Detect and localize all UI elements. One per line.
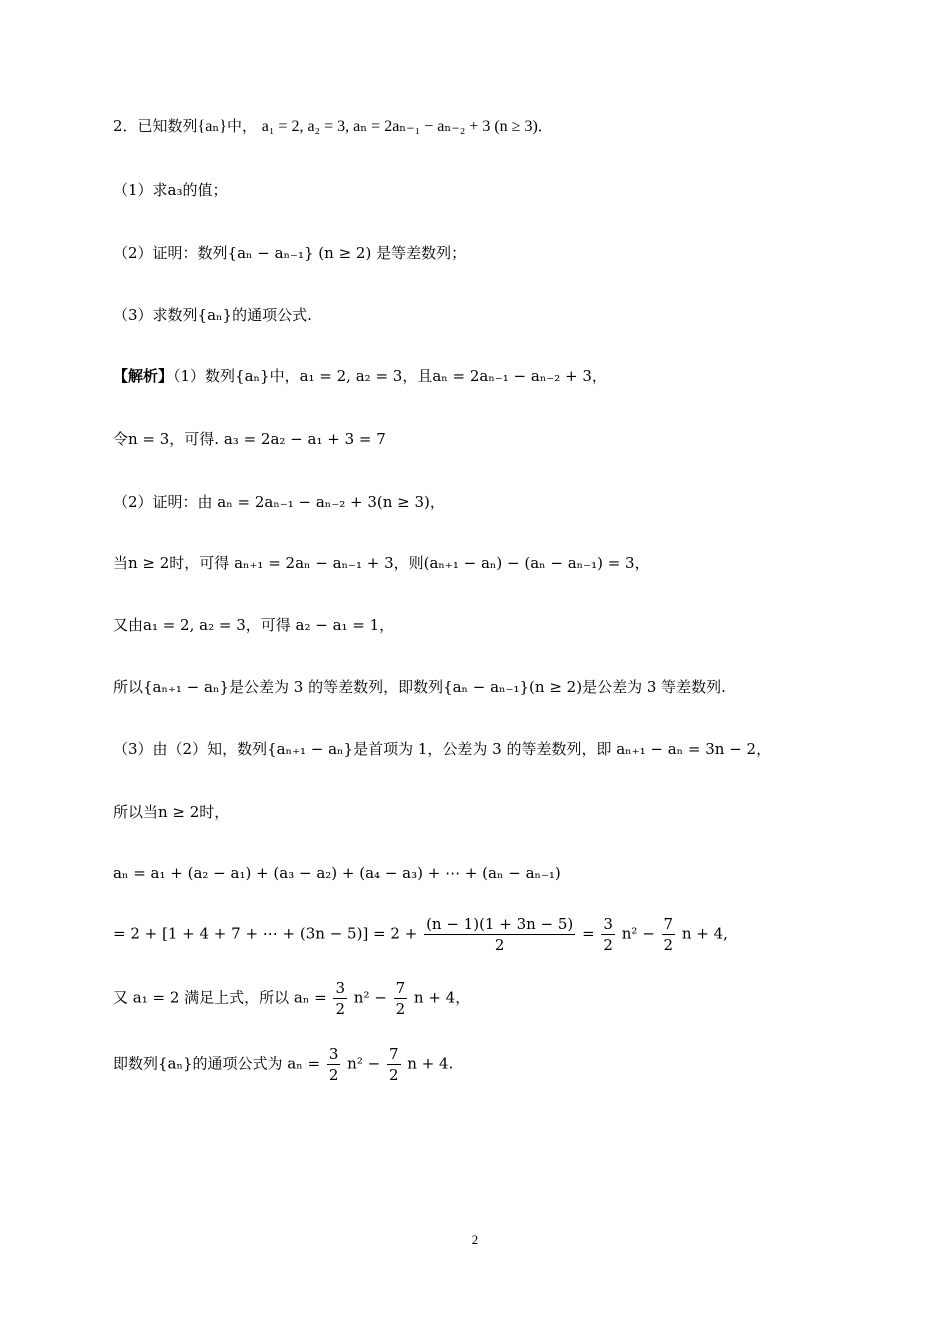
fraction: $\frac{7}{2}$ [395, 979, 406, 1018]
solution-step-9: aₙ = a₁ + (a₂ − a₁) + (a₃ − a₂) + (a₄ − a₃) + ⋯ + (aₙ − aₙ₋₁) [113, 864, 561, 882]
page-number: 2 [471, 1232, 479, 1247]
solution-step-2: 令n = 3，可得. a₃ = 2a₂ − a₁ + 3 = 7 [113, 430, 386, 448]
question-1: （1）求a₃的值； [113, 181, 228, 199]
fraction: $\frac{3}{2}$ [328, 1045, 339, 1084]
question-2: （2）证明：数列{aₙ − aₙ₋₁} (n ≥ 2) 是等差数列； [113, 244, 467, 262]
solution-step-10: = 2 + [1 + 4 + 7 + ⋯ + (3n − 5)] = 2 + $\frac{(n - 1)(1 + 3n - 5)}{2}$ = $\frac{3}{2}$ n² − $\frac{7}{2}$ n + 4, [113, 915, 728, 954]
solution-step-3: （2）证明：由 aₙ = 2aₙ₋₁ − aₙ₋₂ + 3(n ≥ 3)， [113, 493, 445, 511]
fraction: $\frac{3}{2}$ [335, 979, 346, 1018]
fraction: $\frac{7}{2}$ [663, 915, 674, 954]
solution-step-1: 【解析】（1）数列{aₙ}中，a₁ = 2, a₂ = 3，且aₙ = 2aₙ₋₁ − aₙ₋₂ + 3， [113, 367, 607, 385]
problem-title: 2．已知数列{aₙ}中， a₁ = 2, a₂ = 3, aₙ = 2aₙ₋₁ − aₙ₋₂ + 3 (n ≥ 3)． [113, 117, 553, 135]
solution-step-12: 即数列{aₙ}的通项公式为 aₙ = $\frac{3}{2}$ n² − $\frac{7}{2}$ n + 4. [113, 1045, 454, 1084]
solution-step-11: 又 a₁ = 2 满足上式，所以 aₙ = $\frac{3}{2}$ n² − $\frac{7}{2}$ n + 4， [113, 979, 471, 1018]
solution-step-5: 又由a₁ = 2, a₂ = 3，可得 a₂ − a₁ = 1， [113, 616, 395, 634]
solution-step-4: 当n ≥ 2时，可得 aₙ₊₁ = 2aₙ − aₙ₋₁ + 3，则(aₙ₊₁ − aₙ) − (aₙ − aₙ₋₁) = 3， [113, 554, 650, 572]
solution-step-8: 所以当n ≥ 2时， [113, 803, 230, 821]
solution-step-7: （3）由（2）知，数列{aₙ₊₁ − aₙ}是首项为 1，公差为 3 的等差数列，即 aₙ₊₁ − aₙ = 3n − 2， [113, 740, 772, 758]
fraction: $\frac{7}{2}$ [388, 1045, 399, 1084]
solution-step-6: 所以{aₙ₊₁ − aₙ}是公差为 3 的等差数列，即数列{aₙ − aₙ₋₁}(n ≥ 2)是公差为 3 等差数列. [113, 678, 726, 696]
fraction: $\frac{(n - 1)(1 + 3n - 5)}{2}$ [426, 915, 574, 954]
fraction: $\frac{3}{2}$ [603, 915, 613, 954]
question-3: （3）求数列{aₙ}的通项公式. [113, 306, 312, 324]
solution-label: 【解析】 [113, 367, 174, 385]
